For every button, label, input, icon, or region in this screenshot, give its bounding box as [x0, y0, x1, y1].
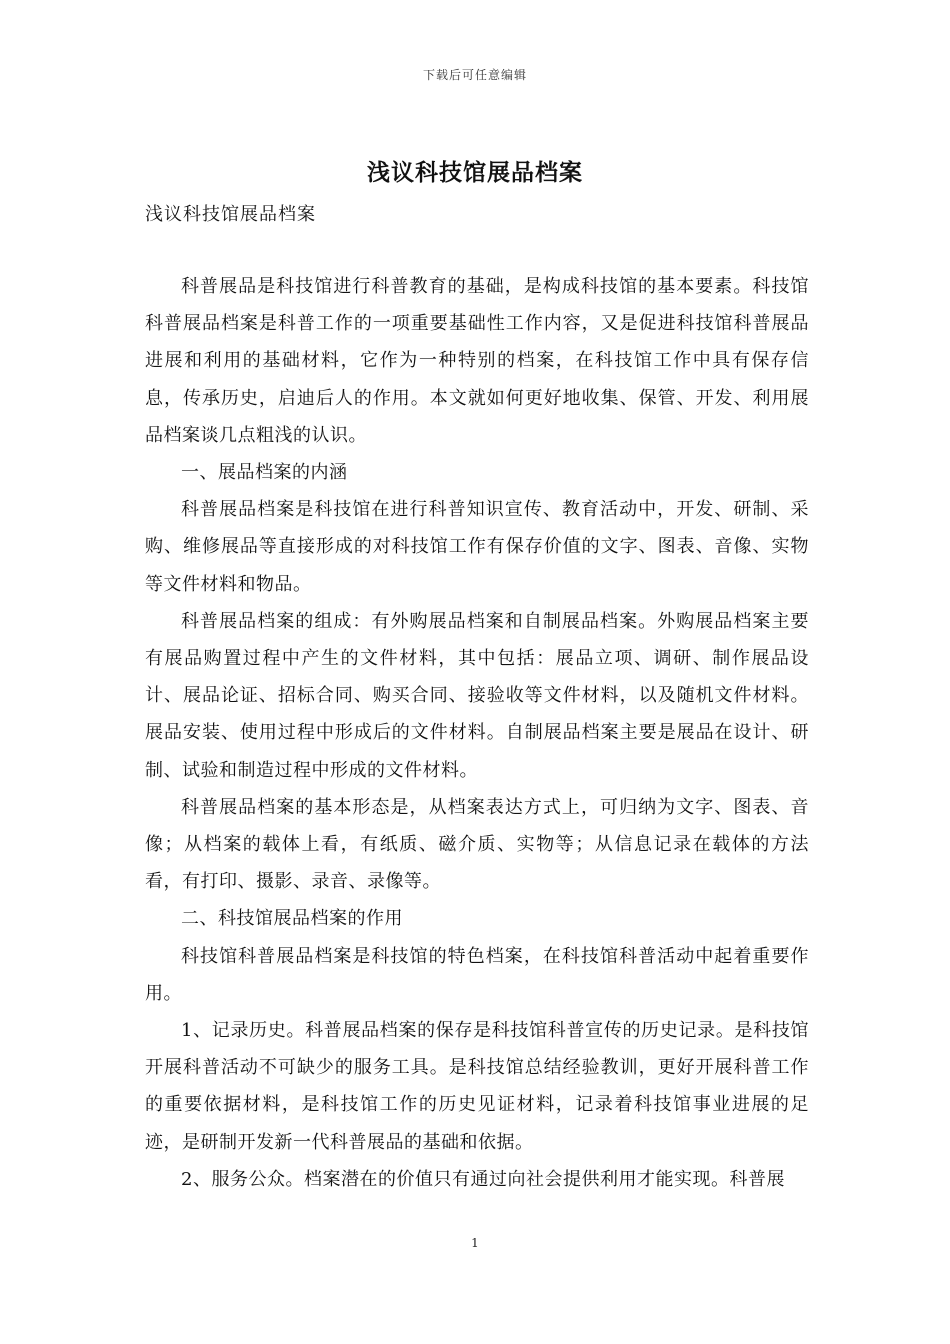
paragraph-forms: 科普展品档案的基本形态是，从档案表达方式上，可归纳为文字、图表、音像；从档案的载体上看，有纸质、磁介质、实物等；从信息记录在载体的方法看，有打印、摄影、录音、录像等。	[145, 796, 809, 893]
paragraph-role: 科技馆科普展品档案是科技馆的特色档案，在科技馆科普活动中起着重要作用。	[145, 945, 809, 1004]
section-heading-2: 二、科技馆展品档案的作用	[181, 908, 403, 930]
paragraph-record-history: 1、记录历史。科普展品档案的保存是科技馆科普宣传的历史记录。是科技馆开展科普活动不可缺少的服务工具。是科技馆总结经验教训，更好开展科普工作的重要依据材料，是科技馆工作的历史见证材料，记录着科技馆事业进展的足迹，是研制开发新一代科普展品的基础和依据。	[145, 1020, 809, 1153]
page-number: 1	[471, 1236, 479, 1250]
paragraph-composition: 科普展品档案的组成：有外购展品档案和自制展品档案。外购展品档案主要有展品购置过程中产生的文件材料，其中包括：展品立项、调研、制作展品设计、展品论证、招标合同、购买合同、接验收等文件材料，以及随机文件材料。展品安装、使用过程中形成后的文件材料。自制展品档案主要是展品在设计、研制、试验和制造过程中形成的文件材料。	[145, 610, 809, 781]
document-subtitle: 浅议科技馆展品档案	[145, 204, 316, 225]
section-heading-1: 一、展品档案的内涵	[181, 462, 348, 484]
document-body	[145, 268, 809, 1198]
paragraph-intro: 科普展品是科技馆进行科普教育的基础，是构成科技馆的基本要素。科技馆科普展品档案是科普工作的一项重要基础性工作内容，又是促进科技馆科普展品进展和利用的基础材料，它作为一种特别的档案，在科技馆工作中具有保存信息，传承历史，启迪后人的作用。本文就如何更好地收集、保管、开发、利用展品档案谈几点粗浅的认识。	[145, 276, 809, 446]
page-header-note: 下载后可任意编辑	[422, 68, 527, 82]
document-title: 浅议科技馆展品档案	[367, 159, 583, 186]
paragraph-serve-public: 2、服务公众。档案潜在的价值只有通过向社会提供利用才能实现。科普展	[181, 1168, 785, 1190]
paragraph-definition: 科普展品档案是科技馆在进行科普知识宣传、教育活动中，开发、研制、采购、维修展品等直接形成的对科技馆工作有保存价值的文字、图表、音像、实物等文件材料和物品。	[145, 499, 809, 595]
